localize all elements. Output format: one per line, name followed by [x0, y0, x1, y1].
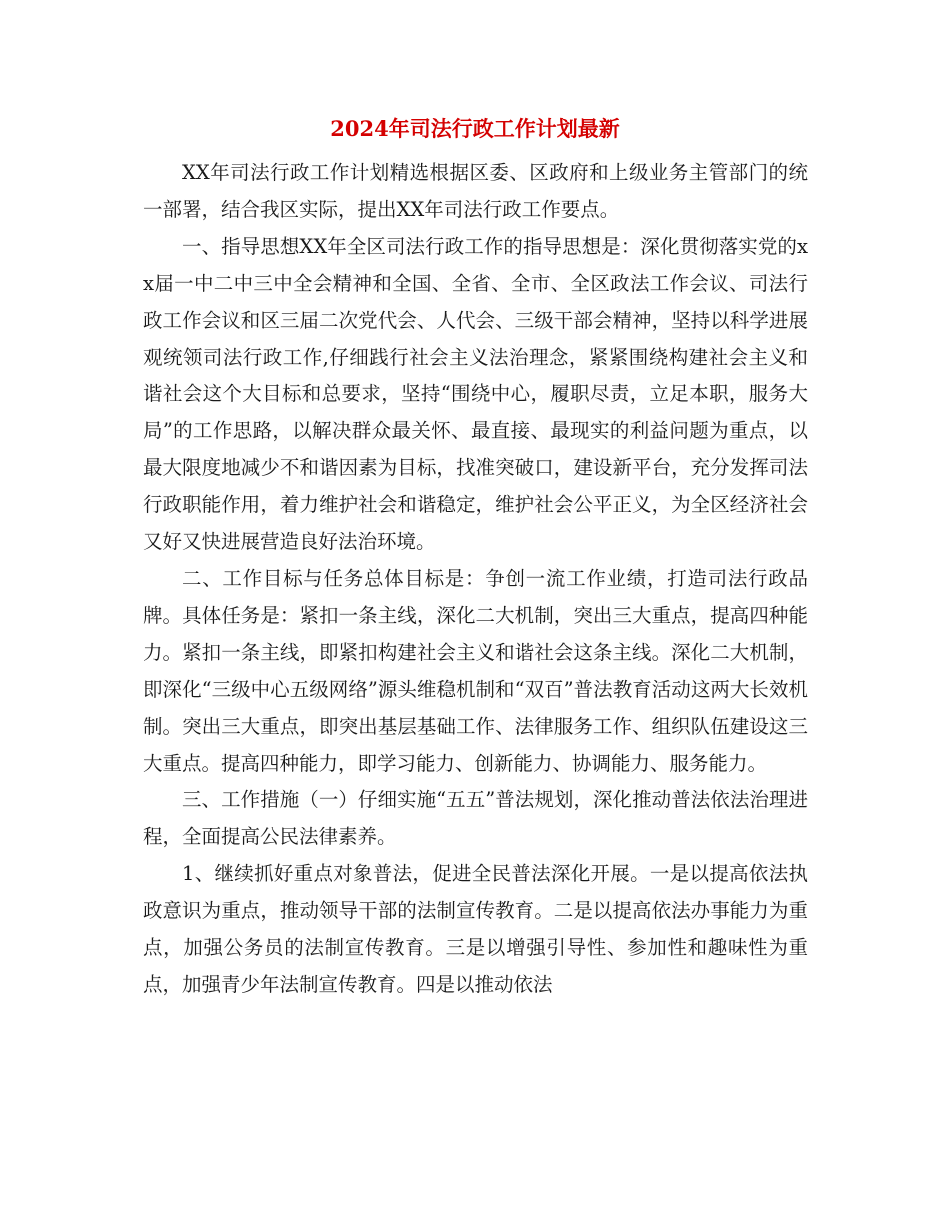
- paragraph-goals-tasks: 二、工作目标与任务总体目标是：争创一流工作业绩，打造司法行政品牌。具体任务是：紧扣一条主线，深化二大机制，突出三大重点，提高四种能力。紧扣一条主线，即紧扣构建社会主义和谐社会这条主线。深化二大机制，即深化“三级中心五级网络”源头维稳机制和“双百”普法教育活动这两大长效机制。突出三大重点，即突出基层基础工作、法律服务工作、组织队伍建设这三大重点。提高四种能力，即学习能力、创新能力、协调能力、服务能力。: [143, 566, 808, 775]
- document-title: 2024年司法行政工作计划最新: [330, 116, 620, 141]
- paragraph-item-1: 1、继续抓好重点对象普法，促进全民普法深化开展。一是以提高依法执政意识为重点，推动领导干部的法制宣传教育。二是以提高依法办事能力为重点，加强公务员的法制宣传教育。三是以增强引导性、参加性和趣味性为重点，加强青少年法制宣传教育。四是以推动依法: [143, 862, 808, 996]
- paragraph-guiding-thought: 一、指导思想XX年全区司法行政工作的指导思想是：深化贯彻落实党的xx届一中二中三中全会精神和全国、全省、全市、全区政法工作会议、司法行政工作会议和区三届二次党代会、人代会、三级干部会精神，坚持以科学进展观统领司法行政工作,仔细践行社会主义法治理念，紧紧围绕构建社会主义和谐社会这个大目标和总要求，坚持“围绕中心，履职尽责，立足本职，服务大局”的工作思路，以解决群众最关怀、最直接、最现实的利益问题为重点，以最大限度地减少不和谐因素为目标，找准突破口，建设新平台，充分发挥司法行政职能作用，着力维护社会和谐稳定，维护社会公平正义，为全区经济社会又好又快进展营造良好法治环境。: [143, 234, 808, 554]
- paragraph-measures: 三、工作措施（一）仔细实施“五五”普法规划，深化推动普法依法治理进程，全面提高公民法律素养。: [143, 788, 808, 849]
- paragraph-intro: XX年司法行政工作计划精选根据区委、区政府和上级业务主管部门的统一部署，结合我区实际，提出XX年司法行政工作要点。: [143, 161, 808, 221]
- document-body: [143, 155, 808, 1004]
